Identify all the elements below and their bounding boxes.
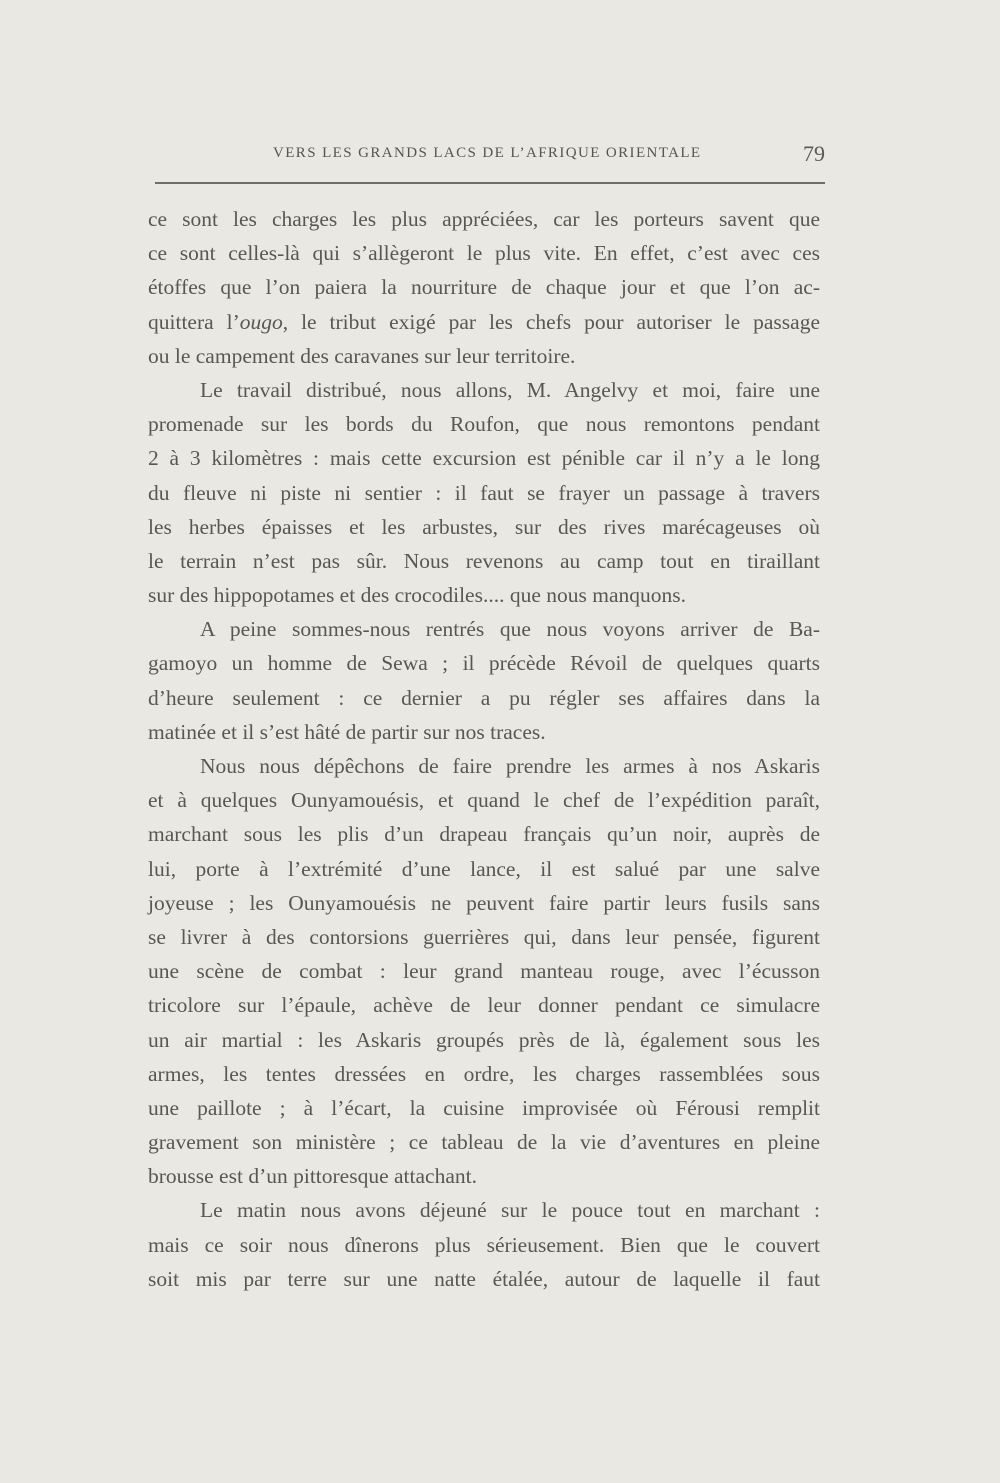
text-line: ce sont les charges les plus appréciées, car les porteurs savent que — [148, 207, 820, 231]
header-rule — [155, 182, 825, 184]
text-line: lui, porte à l’extrémité d’une lance, il est salué par une salve — [148, 856, 820, 881]
page-number: 79 — [803, 141, 825, 166]
text-line: ou le campement des caravanes sur leur territoire. — [148, 343, 576, 368]
text-line: étoffes que l’on paiera la nourriture de chaque jour et que l’on ac- — [148, 275, 820, 300]
text-line: A peine sommes-nous rentrés que nous voyons arriver de Ba- — [200, 617, 820, 642]
text-line: les herbes épaisses et les arbustes, sur des rives marécageuses où — [148, 514, 820, 539]
text-line: mais ce soir nous dînerons plus sérieusement. Bien que le couvert — [148, 1232, 820, 1257]
text-line: une scène de combat : leur grand manteau rouge, avec l’écusson — [148, 959, 820, 984]
text-line: promenade sur les bords du Roufon, que nous remontons pendant — [148, 412, 820, 437]
text-line: armes, les tentes dressées en ordre, les charges rassemblées sous — [148, 1061, 820, 1086]
text-line: marchant sous les plis d’un drapeau français qu’un noir, auprès de — [148, 822, 820, 847]
text-line: ce sont celles-là qui s’allègeront le plus vite. En effet, c’est avec ces — [148, 241, 820, 266]
text-line: 2 à 3 kilomètres : mais cette excursion est pénible car il n’y a le long — [148, 446, 820, 471]
text-line: brousse est d’un pittoresque attachant. — [148, 1164, 477, 1189]
text-line: matinée et il s’est hâté de partir sur nos traces. — [148, 719, 546, 744]
text-line: soit mis par terre sur une natte étalée, autour de laquelle il faut — [148, 1266, 820, 1291]
text-line: se livrer à des contorsions guerrières qui, dans leur pensée, figurent — [148, 924, 820, 949]
text-line: d’heure seulement : ce dernier a pu régler ses affaires dans la — [148, 685, 820, 710]
running-title: VERS LES GRANDS LACS DE L’AFRIQUE ORIENTALE — [273, 145, 702, 161]
text-line: sur des hippopotames et des crocodiles.... que nous manquons. — [148, 583, 687, 608]
text-line: du fleuve ni piste ni sentier : il faut se frayer un passage à travers — [148, 480, 820, 505]
text-line: Nous nous dépêchons de faire prendre les armes à nos Askaris — [200, 754, 820, 778]
italic-term: ougo — [239, 309, 283, 334]
text-line: Le travail distribué, nous allons, M. Angelvy et moi, faire une — [200, 377, 820, 402]
text-line: le terrain n’est pas sûr. Nous revenons au camp tout en tiraillant — [148, 548, 820, 573]
body-text — [148, 202, 820, 1296]
text-line: gamoyo un homme de Sewa ; il précède Révoil de quelques quarts — [148, 651, 820, 676]
text-line: gravement son ministère ; ce tableau de la vie d’aventures en pleine — [148, 1130, 820, 1155]
text-line: une paillote ; à l’écart, la cuisine improvisée où Férousi remplit — [148, 1095, 820, 1120]
text-line: quittera l’ougo, le tribut exigé par les chefs pour autoriser le passage — [148, 309, 820, 334]
text-line: et à quelques Ounyamouésis, et quand le chef de l’expédition paraît, — [148, 788, 820, 813]
text-line: joyeuse ; les Ounyamouésis ne peuvent faire partir leurs fusils sans — [148, 890, 820, 915]
text-line: tricolore sur l’épaule, achève de leur donner pendant ce simulacre — [148, 993, 820, 1018]
running-header — [155, 143, 825, 173]
text-line: Le matin nous avons déjeuné sur le pouce tout en marchant : — [200, 1198, 820, 1223]
text-line: un air martial : les Askaris groupés près de là, également sous les — [148, 1027, 820, 1052]
